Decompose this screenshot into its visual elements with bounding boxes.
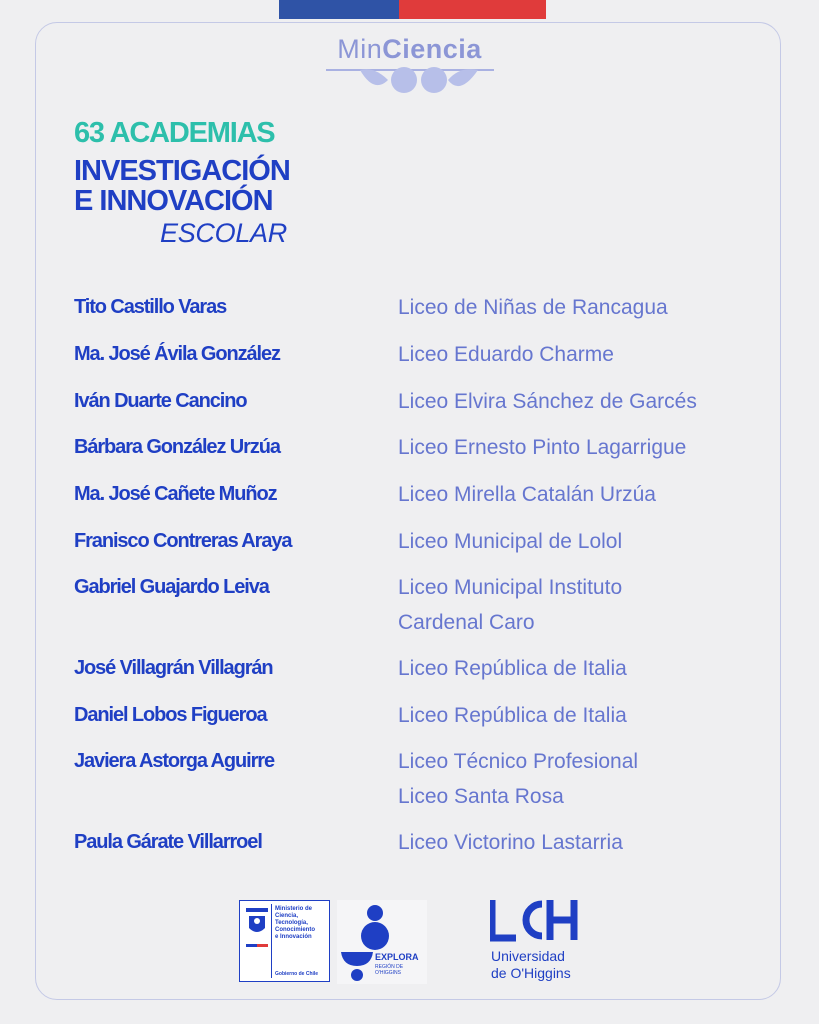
ministerio-ciencia-logo	[239, 900, 330, 982]
chile-coat-of-arms-icon	[243, 904, 272, 978]
participant-name: Franisco Contreras Araya	[74, 530, 292, 552]
school-name: Liceo Victorino Lastarria	[398, 831, 623, 854]
participant-name: Daniel Lobos Figueroa	[74, 704, 267, 726]
participant-name: Ma. José Ávila González	[74, 343, 280, 365]
participant-name: Bárbara González Urzúa	[74, 436, 280, 458]
heading-innovacion: E INNOVACIÓN	[74, 185, 273, 217]
school-name: Liceo Municipal de Lolol	[398, 530, 623, 553]
brand-wave-icon	[360, 66, 480, 98]
flag-stripe-blue	[279, 0, 399, 19]
school-name: Liceo República de Italia	[398, 657, 627, 680]
flag-stripe-red	[399, 0, 546, 19]
participant-name: Paula Gárate Villarroel	[74, 831, 262, 853]
participant-name: Iván Duarte Cancino	[74, 390, 247, 412]
heading-academias: 63 ACADEMIAS	[74, 117, 275, 149]
participant-name: Gabriel Guajardo Leiva	[74, 576, 269, 598]
explora-region: REGIÓN DE O'HIGGINS	[375, 964, 404, 976]
heading-escolar: ESCOLAR	[160, 218, 287, 248]
school-name: Liceo Técnico Profesional Liceo Santa Rosa	[398, 750, 639, 808]
explora-name: EXPLORA	[375, 952, 419, 962]
school-name: Liceo Elvira Sánchez de Garcés	[398, 390, 697, 413]
school-name: Liceo de Niñas de Rancagua	[398, 296, 668, 319]
participant-name: Javiera Astorga Aguirre	[74, 750, 274, 772]
minciencia-logo	[0, 34, 819, 65]
brand-prefix: Min	[337, 34, 383, 64]
participant-name: Tito Castillo Varas	[74, 296, 227, 318]
school-name: Liceo Ernesto Pinto Lagarrigue	[398, 436, 687, 459]
school-name: Liceo República de Italia	[398, 704, 627, 727]
school-name: Liceo Municipal Instituto Cardenal Caro	[398, 576, 623, 634]
school-name: Liceo Eduardo Charme	[398, 343, 614, 366]
school-name: Liceo Mirella Catalán Urzúa	[398, 483, 656, 506]
brand-suffix: Ciencia	[382, 34, 482, 64]
ministerio-text: Ministerio de Ciencia, Tecnología, Conocimiento e Innovación	[275, 906, 315, 940]
heading-investigacion: INVESTIGACIÓN	[74, 155, 290, 187]
gobierno-de-chile-text: Gobierno de Chile	[275, 971, 319, 977]
uoh-logo-icon	[490, 898, 580, 944]
participant-name: José Villagrán Villagrán	[74, 657, 273, 679]
uoh-name: Universidad de O'Higgins	[491, 948, 571, 981]
participant-name: Ma. José Cañete Muñoz	[74, 483, 277, 505]
